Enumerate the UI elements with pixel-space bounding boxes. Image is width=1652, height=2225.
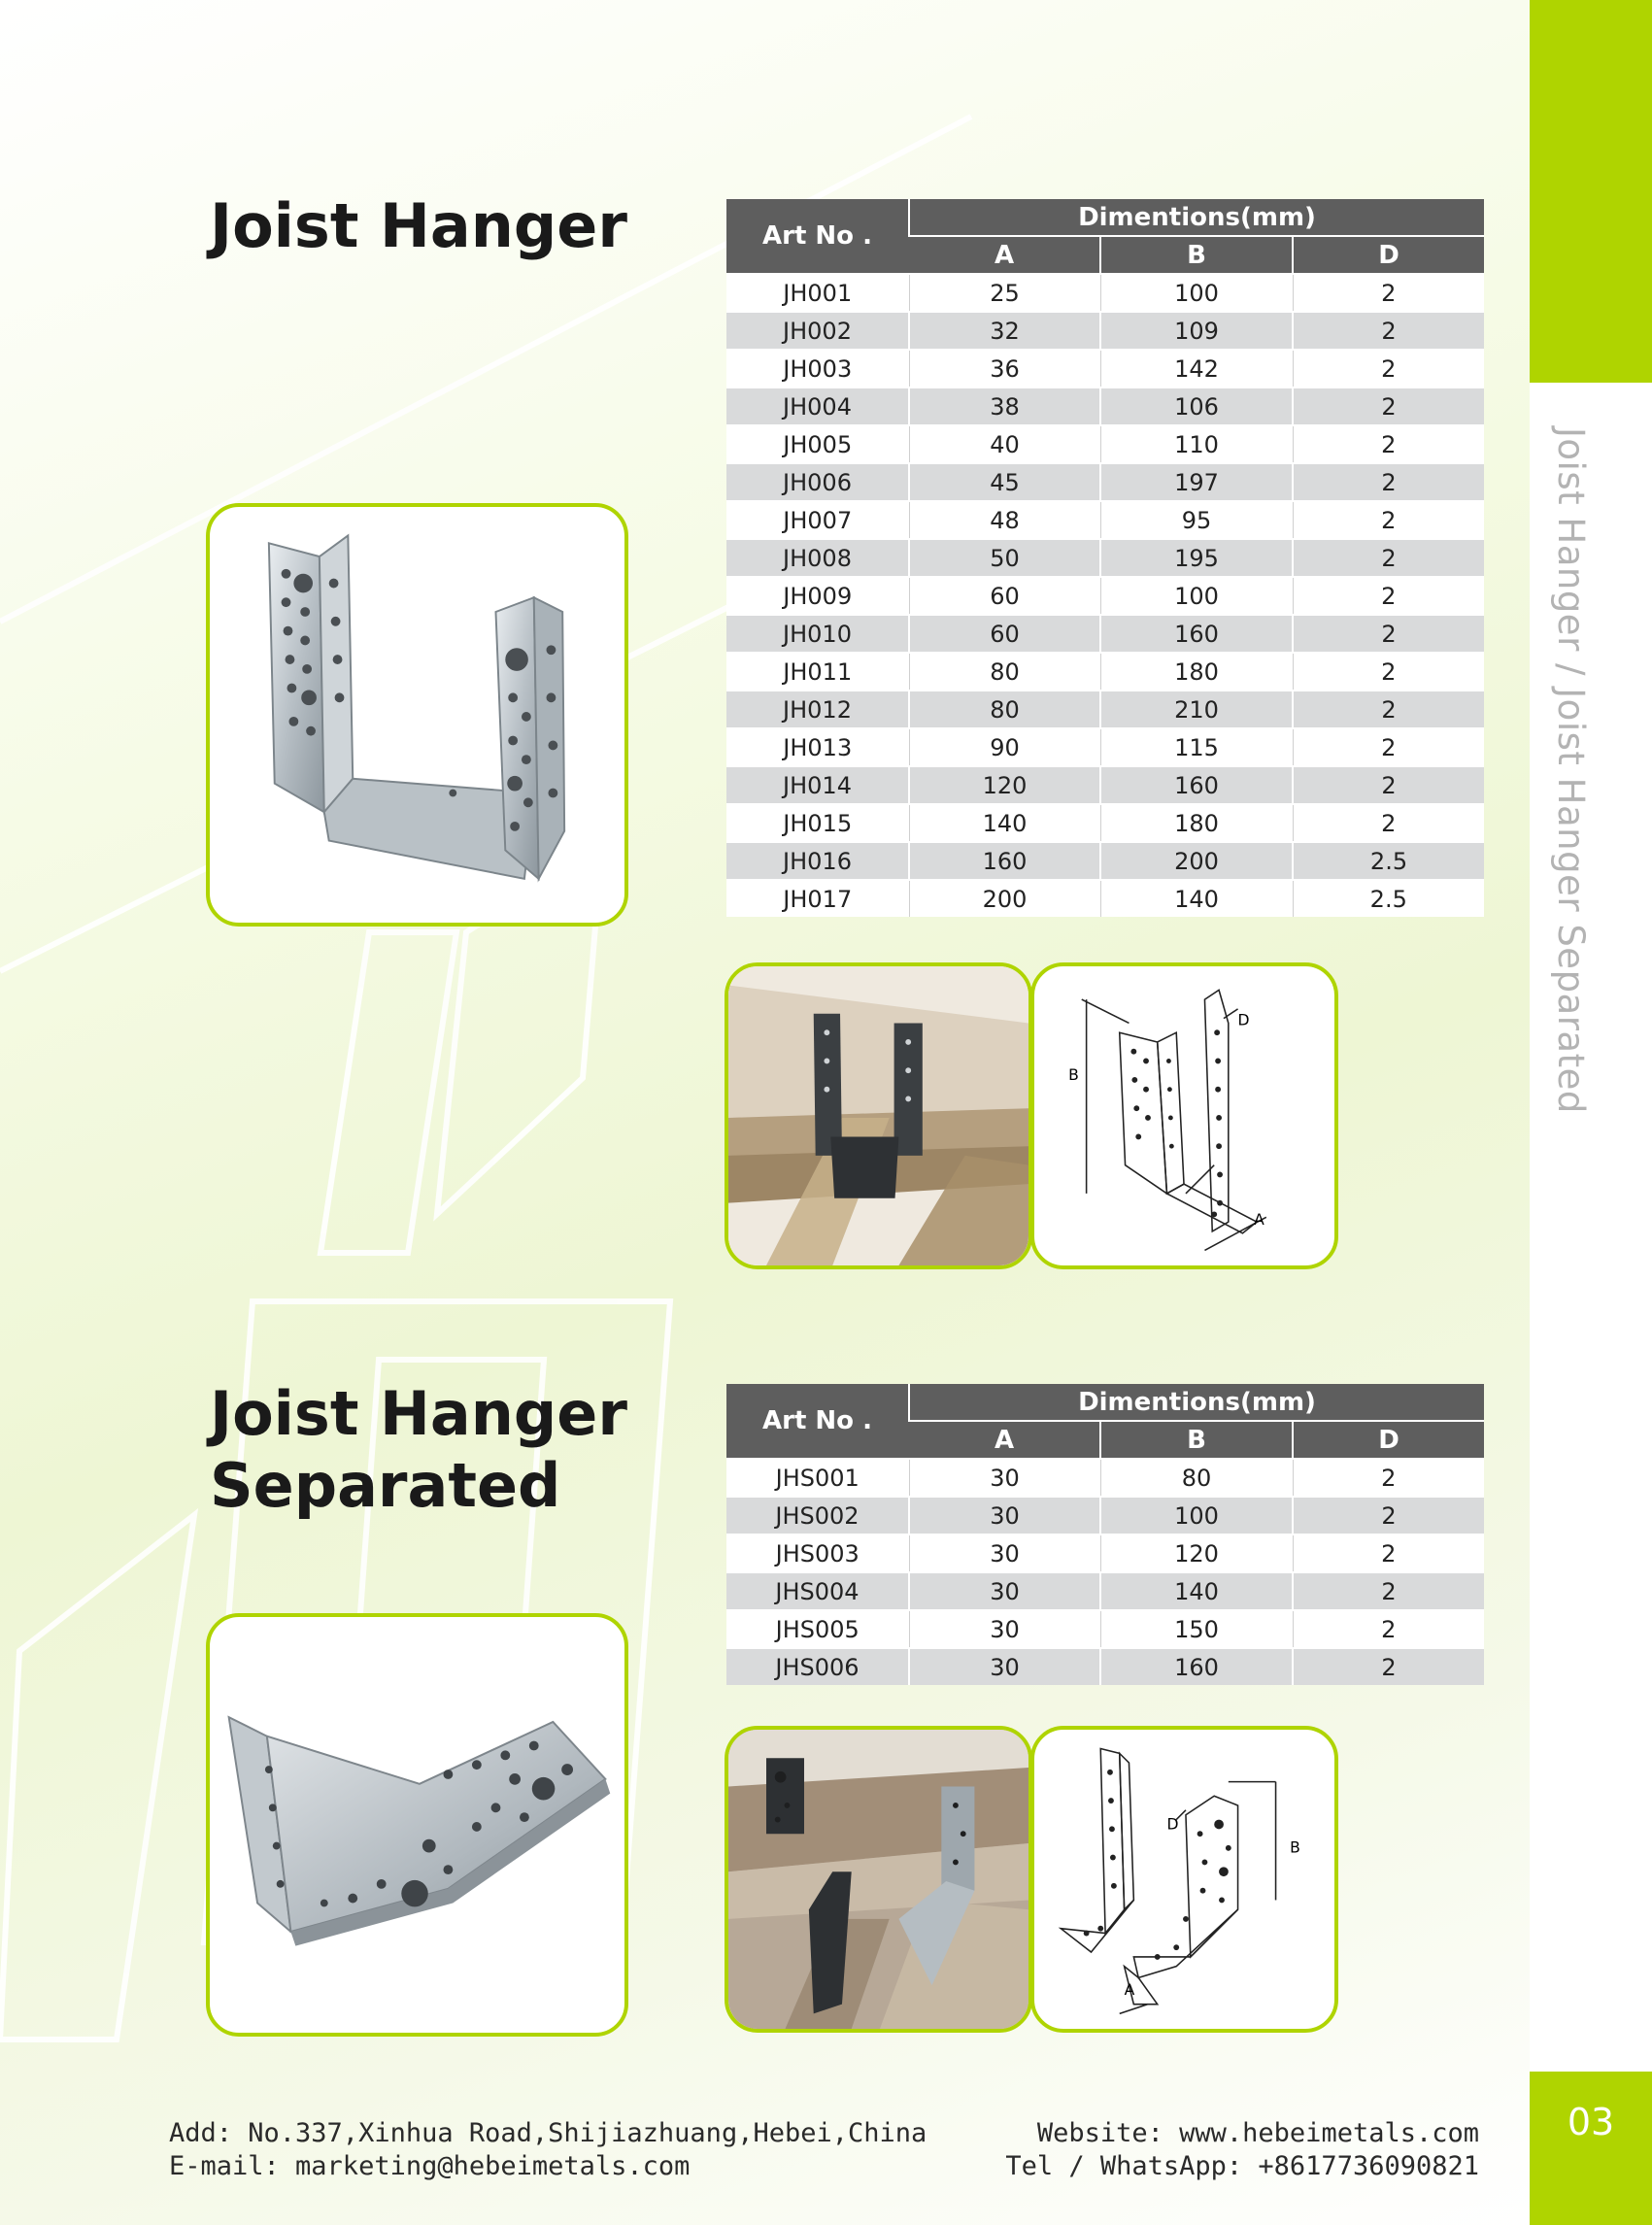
art-no-cell: JH003	[726, 350, 909, 388]
dim-d-cell: 2	[1293, 1610, 1484, 1648]
art-no-cell: JH012	[726, 691, 909, 728]
table-row	[726, 312, 1484, 350]
table-row	[726, 1648, 1484, 1685]
dim-d-cell: 2	[1293, 577, 1484, 615]
dimension-drawing-joist-hanger	[1030, 962, 1338, 1269]
dim-a-cell: 60	[909, 577, 1100, 615]
art-no-cell: JH009	[726, 577, 909, 615]
product-photo-joist-hanger	[206, 503, 628, 927]
dim-b-cell: 180	[1100, 653, 1293, 691]
dim-d-cell: 2	[1293, 691, 1484, 728]
art-no-cell: JHS003	[726, 1534, 909, 1572]
art-no-cell: JHS006	[726, 1648, 909, 1685]
dim-b-cell: 195	[1100, 539, 1293, 577]
dim-a-cell: 45	[909, 463, 1100, 501]
dim-b-cell: 160	[1100, 766, 1293, 804]
table-row	[726, 350, 1484, 388]
col-d-header: D	[1293, 1421, 1484, 1459]
dim-d-cell: 2.5	[1293, 842, 1484, 880]
art-no-header: Art No .	[726, 1384, 909, 1459]
dim-a-cell: 80	[909, 653, 1100, 691]
dim-d-cell: 2	[1293, 1459, 1484, 1497]
col-a-header: A	[909, 1421, 1100, 1459]
dim-a-cell: 50	[909, 539, 1100, 577]
art-no-cell: JHS002	[726, 1497, 909, 1534]
dim-a-cell: 60	[909, 615, 1100, 653]
table-row	[726, 804, 1484, 842]
table-row	[726, 1459, 1484, 1497]
art-no-cell: JH006	[726, 463, 909, 501]
dim-b-cell: 106	[1100, 388, 1293, 425]
art-no-cell: JH001	[726, 274, 909, 312]
dim-a-cell: 80	[909, 691, 1100, 728]
table-row	[726, 691, 1484, 728]
table-row	[726, 501, 1484, 539]
section2-title-line2: Separated	[210, 1450, 561, 1521]
dim-label-a: A	[1124, 1980, 1135, 1999]
dim-d-cell: 2	[1293, 766, 1484, 804]
dim-d-cell: 2	[1293, 539, 1484, 577]
table-row	[726, 880, 1484, 917]
footer-phone: Tel / WhatsApp: +8617736090821	[1005, 2151, 1479, 2181]
dim-b-cell: 109	[1100, 312, 1293, 350]
dim-d-cell: 2	[1293, 388, 1484, 425]
dim-b-cell: 100	[1100, 577, 1293, 615]
art-no-cell: JH002	[726, 312, 909, 350]
dim-b-cell: 80	[1100, 1459, 1293, 1497]
dim-d-cell: 2	[1293, 350, 1484, 388]
dim-a-cell: 140	[909, 804, 1100, 842]
dim-d-cell: 2	[1293, 501, 1484, 539]
dim-b-cell: 115	[1100, 728, 1293, 766]
table-row	[726, 388, 1484, 425]
dim-label-b: B	[1290, 1838, 1300, 1857]
dim-label-d: D	[1166, 1815, 1179, 1834]
table-row	[726, 1497, 1484, 1534]
table-row	[726, 425, 1484, 463]
table-row	[726, 615, 1484, 653]
art-no-cell: JH010	[726, 615, 909, 653]
dim-b-cell: 100	[1100, 1497, 1293, 1534]
dim-d-cell: 2	[1293, 728, 1484, 766]
dim-d-cell: 2	[1293, 653, 1484, 691]
dim-b-cell: 200	[1100, 842, 1293, 880]
art-no-cell: JH008	[726, 539, 909, 577]
dim-d-cell: 2	[1293, 463, 1484, 501]
art-no-cell: JH015	[726, 804, 909, 842]
art-no-cell: JHS004	[726, 1572, 909, 1610]
dim-a-cell: 32	[909, 312, 1100, 350]
dim-a-cell: 200	[909, 880, 1100, 917]
dim-a-cell: 30	[909, 1572, 1100, 1610]
dim-a-cell: 30	[909, 1610, 1100, 1648]
section2-title-line1: Joist Hanger	[210, 1378, 627, 1449]
product-photo-joist-hanger-separated	[206, 1613, 628, 2037]
table-row	[726, 463, 1484, 501]
col-d-header: D	[1293, 236, 1484, 274]
dim-b-cell: 160	[1100, 1648, 1293, 1685]
dim-label-d: D	[1237, 1011, 1250, 1029]
art-no-cell: JH007	[726, 501, 909, 539]
dim-a-cell: 30	[909, 1534, 1100, 1572]
dim-b-cell: 120	[1100, 1534, 1293, 1572]
dim-b-cell: 110	[1100, 425, 1293, 463]
table-row	[726, 728, 1484, 766]
dim-label-b: B	[1068, 1065, 1079, 1084]
dim-b-cell: 140	[1100, 880, 1293, 917]
dim-a-cell: 36	[909, 350, 1100, 388]
dim-b-cell: 100	[1100, 274, 1293, 312]
page-number: 03	[1530, 2072, 1652, 2225]
art-no-cell: JH011	[726, 653, 909, 691]
table-row	[726, 274, 1484, 312]
footer-email: E-mail: marketing@hebeimetals.com	[169, 2151, 691, 2181]
dim-a-cell: 30	[909, 1459, 1100, 1497]
dim-d-cell: 2	[1293, 804, 1484, 842]
dim-a-cell: 30	[909, 1497, 1100, 1534]
dim-b-cell: 150	[1100, 1610, 1293, 1648]
dim-a-cell: 25	[909, 274, 1100, 312]
art-no-cell: JHS001	[726, 1459, 909, 1497]
installation-photo-joist-hanger-separated	[725, 1726, 1032, 2033]
dim-b-cell: 142	[1100, 350, 1293, 388]
art-no-header: Art No .	[726, 199, 909, 274]
art-no-cell: JH017	[726, 880, 909, 917]
footer-website: Website: www.hebeimetals.com	[1036, 2118, 1479, 2148]
dim-b-cell: 160	[1100, 615, 1293, 653]
dim-d-cell: 2	[1293, 425, 1484, 463]
section1-spec-table	[726, 199, 1484, 917]
dim-d-cell: 2.5	[1293, 880, 1484, 917]
dimension-drawing-joist-hanger-separated	[1030, 1726, 1338, 2033]
table-row	[726, 1610, 1484, 1648]
table-row	[726, 766, 1484, 804]
side-accent-bar	[1530, 0, 1652, 383]
section2-title	[210, 1378, 627, 1522]
dim-d-cell: 2	[1293, 1648, 1484, 1685]
table-row	[726, 539, 1484, 577]
art-no-cell: JH004	[726, 388, 909, 425]
art-no-cell: JH013	[726, 728, 909, 766]
dim-a-cell: 160	[909, 842, 1100, 880]
dim-a-cell: 120	[909, 766, 1100, 804]
dim-b-cell: 210	[1100, 691, 1293, 728]
dim-d-cell: 2	[1293, 615, 1484, 653]
art-no-cell: JH014	[726, 766, 909, 804]
installation-photo-joist-hanger	[725, 962, 1032, 1269]
dim-a-cell: 30	[909, 1648, 1100, 1685]
dim-d-cell: 2	[1293, 274, 1484, 312]
dim-a-cell: 48	[909, 501, 1100, 539]
col-a-header: A	[909, 236, 1100, 274]
dim-d-cell: 2	[1293, 1572, 1484, 1610]
art-no-cell: JH016	[726, 842, 909, 880]
dim-d-cell: 2	[1293, 312, 1484, 350]
table-row	[726, 653, 1484, 691]
section1-title: Joist Hanger	[210, 190, 627, 261]
dim-d-cell: 2	[1293, 1497, 1484, 1534]
dim-b-cell: 95	[1100, 501, 1293, 539]
art-no-cell: JH005	[726, 425, 909, 463]
section2-spec-table	[726, 1384, 1484, 1685]
dim-a-cell: 90	[909, 728, 1100, 766]
art-no-cell: JHS005	[726, 1610, 909, 1648]
dim-a-cell: 38	[909, 388, 1100, 425]
table-row	[726, 577, 1484, 615]
footer-address: Add: No.337,Xinhua Road,Shijiazhuang,Hebei,China	[169, 2118, 927, 2148]
dimensions-header: Dimentions(mm)	[909, 199, 1484, 236]
dim-d-cell: 2	[1293, 1534, 1484, 1572]
table-row	[726, 1572, 1484, 1610]
dim-b-cell: 180	[1100, 804, 1293, 842]
table-row	[726, 1534, 1484, 1572]
col-b-header: B	[1100, 1421, 1293, 1459]
dim-a-cell: 40	[909, 425, 1100, 463]
dim-label-a: A	[1254, 1211, 1264, 1230]
dimensions-header: Dimentions(mm)	[909, 1384, 1484, 1421]
dim-b-cell: 140	[1100, 1572, 1293, 1610]
table-row	[726, 842, 1484, 880]
col-b-header: B	[1100, 236, 1293, 274]
dim-b-cell: 197	[1100, 463, 1293, 501]
side-section-title: Joist Hanger / Joist Hanger Separated	[1550, 427, 1592, 1114]
